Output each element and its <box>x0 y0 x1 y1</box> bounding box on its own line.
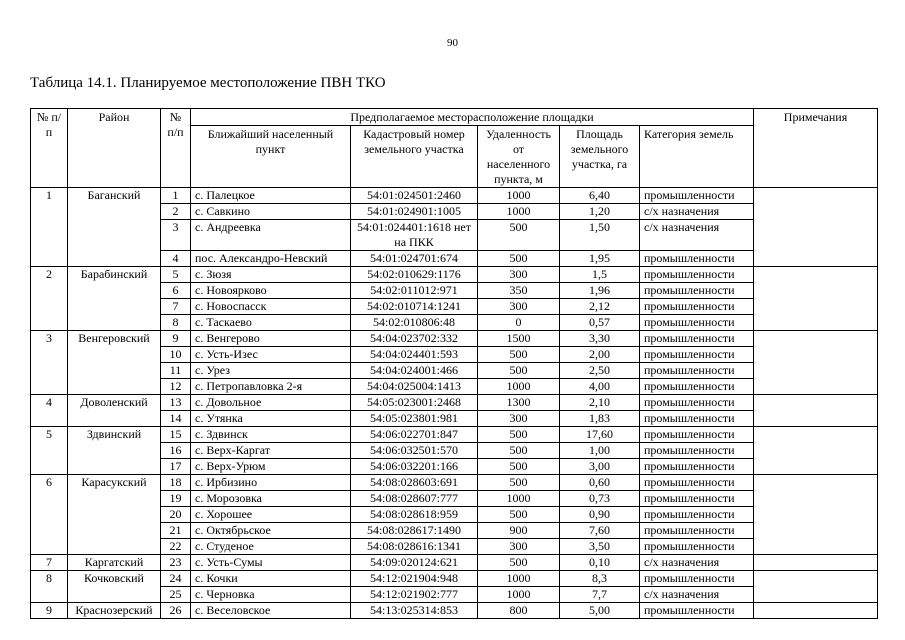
table-row <box>31 427 878 443</box>
area-cell: 0,10 <box>560 555 640 571</box>
header-category: Категория земель <box>640 126 754 188</box>
category-cell: промышленности <box>640 459 754 475</box>
category-cell: промышленности <box>640 283 754 299</box>
area-cell: 3,50 <box>560 539 640 555</box>
distance-cell: 300 <box>478 267 560 283</box>
distance-cell: 500 <box>478 475 560 491</box>
settlement-cell: с. Усть-Сумы <box>191 555 351 571</box>
category-cell: промышленности <box>640 299 754 315</box>
distance-cell: 1000 <box>478 587 560 603</box>
settlement-cell: с. Андреевка <box>191 220 351 251</box>
site-number: 22 <box>161 539 191 555</box>
site-number: 26 <box>161 603 191 619</box>
site-number: 14 <box>161 411 191 427</box>
area-cell: 1,20 <box>560 204 640 220</box>
distance-cell: 500 <box>478 220 560 251</box>
cadastral-cell: 54:06:032201:166 <box>351 459 478 475</box>
category-cell: промышленности <box>640 267 754 283</box>
table-row <box>31 395 878 411</box>
distance-cell: 1000 <box>478 188 560 204</box>
district-number: 5 <box>31 427 68 475</box>
category-cell: промышленности <box>640 188 754 204</box>
area-cell: 2,10 <box>560 395 640 411</box>
area-cell: 0,73 <box>560 491 640 507</box>
category-cell: с/х назначения <box>640 587 754 603</box>
category-cell: с/х назначения <box>640 555 754 571</box>
distance-cell: 0 <box>478 315 560 331</box>
category-cell: промышленности <box>640 491 754 507</box>
notes-cell <box>754 331 878 395</box>
area-cell: 6,40 <box>560 188 640 204</box>
settlement-cell: с. Веселовское <box>191 603 351 619</box>
area-cell: 1,96 <box>560 283 640 299</box>
category-cell: промышленности <box>640 427 754 443</box>
site-number: 9 <box>161 331 191 347</box>
notes-cell <box>754 555 878 571</box>
site-number: 6 <box>161 283 191 299</box>
area-cell: 0,90 <box>560 507 640 523</box>
settlement-cell: с. Верх-Каргат <box>191 443 351 459</box>
cadastral-cell: 54:02:010714:1241 <box>351 299 478 315</box>
notes-cell <box>754 475 878 555</box>
category-cell: промышленности <box>640 475 754 491</box>
settlement-cell: с. Палецкое <box>191 188 351 204</box>
category-cell: промышленности <box>640 571 754 587</box>
header-site-num: № п/п <box>161 109 191 188</box>
district-name: Здвинский <box>68 427 161 475</box>
district-name: Каргатский <box>68 555 161 571</box>
area-cell: 7,60 <box>560 523 640 539</box>
cadastral-cell: 54:02:010806:48 <box>351 315 478 331</box>
settlement-cell: с. Таскаево <box>191 315 351 331</box>
settlement-cell: с. Утянка <box>191 411 351 427</box>
area-cell: 17,60 <box>560 427 640 443</box>
area-cell: 1,83 <box>560 411 640 427</box>
distance-cell: 500 <box>478 459 560 475</box>
notes-cell <box>754 603 878 619</box>
district-number: 6 <box>31 475 68 555</box>
cadastral-cell: 54:08:028607:777 <box>351 491 478 507</box>
area-cell: 2,50 <box>560 363 640 379</box>
table-row <box>31 267 878 283</box>
district-number: 3 <box>31 331 68 395</box>
table-row <box>31 571 878 587</box>
district-name: Карасукский <box>68 475 161 555</box>
settlement-cell: с. Зюзя <box>191 267 351 283</box>
site-number: 25 <box>161 587 191 603</box>
header-notes: Примечания <box>754 109 878 188</box>
cadastral-cell: 54:08:028617:1490 <box>351 523 478 539</box>
area-cell: 2,12 <box>560 299 640 315</box>
district-number: 2 <box>31 267 68 331</box>
header-settlement: Ближайший населенный пункт <box>191 126 351 188</box>
distance-cell: 500 <box>478 363 560 379</box>
category-cell: промышленности <box>640 523 754 539</box>
site-number: 15 <box>161 427 191 443</box>
distance-cell: 500 <box>478 507 560 523</box>
category-cell: с/х назначения <box>640 220 754 251</box>
distance-cell: 300 <box>478 299 560 315</box>
area-cell: 5,00 <box>560 603 640 619</box>
category-cell: промышленности <box>640 347 754 363</box>
site-table <box>30 108 878 619</box>
category-cell: промышленности <box>640 507 754 523</box>
area-cell: 2,00 <box>560 347 640 363</box>
table-row <box>31 331 878 347</box>
settlement-cell: с. Новоярково <box>191 283 351 299</box>
distance-cell: 350 <box>478 283 560 299</box>
district-number: 7 <box>31 555 68 571</box>
category-cell: промышленности <box>640 443 754 459</box>
site-number: 23 <box>161 555 191 571</box>
area-cell: 3,00 <box>560 459 640 475</box>
cadastral-cell: 54:06:022701:847 <box>351 427 478 443</box>
distance-cell: 1000 <box>478 204 560 220</box>
settlement-cell: с. Черновка <box>191 587 351 603</box>
district-number: 8 <box>31 571 68 603</box>
site-number: 4 <box>161 251 191 267</box>
settlement-cell: с. Хорошее <box>191 507 351 523</box>
table-row <box>31 475 878 491</box>
site-number: 18 <box>161 475 191 491</box>
distance-cell: 1000 <box>478 571 560 587</box>
distance-cell: 500 <box>478 427 560 443</box>
table-row <box>31 188 878 204</box>
cadastral-cell: 54:08:028603:691 <box>351 475 478 491</box>
area-cell: 3,30 <box>560 331 640 347</box>
settlement-cell: с. Петропавловка 2-я <box>191 379 351 395</box>
cadastral-cell: 54:04:024001:466 <box>351 363 478 379</box>
cadastral-cell: 54:01:024401:1618 нет на ПКК <box>351 220 478 251</box>
cadastral-cell: 54:05:023801:981 <box>351 411 478 427</box>
cadastral-cell: 54:13:025314:853 <box>351 603 478 619</box>
settlement-cell: с. Савкино <box>191 204 351 220</box>
site-number: 8 <box>161 315 191 331</box>
distance-cell: 300 <box>478 411 560 427</box>
site-number: 16 <box>161 443 191 459</box>
area-cell: 0,60 <box>560 475 640 491</box>
notes-cell <box>754 267 878 331</box>
category-cell: с/х назначения <box>640 204 754 220</box>
district-name: Кочковский <box>68 571 161 603</box>
category-cell: промышленности <box>640 603 754 619</box>
site-number: 21 <box>161 523 191 539</box>
district-number: 4 <box>31 395 68 427</box>
area-cell: 7,7 <box>560 587 640 603</box>
cadastral-cell: 54:01:024501:2460 <box>351 188 478 204</box>
site-number: 20 <box>161 507 191 523</box>
district-name: Баганский <box>68 188 161 267</box>
cadastral-cell: 54:02:010629:1176 <box>351 267 478 283</box>
cadastral-cell: 54:01:024701:674 <box>351 251 478 267</box>
settlement-cell: с. Усть-Изес <box>191 347 351 363</box>
site-number: 19 <box>161 491 191 507</box>
header-distance: Удаленность от населенного пункта, м <box>478 126 560 188</box>
site-number: 12 <box>161 379 191 395</box>
site-number: 17 <box>161 459 191 475</box>
site-number: 2 <box>161 204 191 220</box>
cadastral-cell: 54:09:020124:621 <box>351 555 478 571</box>
notes-cell <box>754 571 878 603</box>
category-cell: промышленности <box>640 411 754 427</box>
distance-cell: 500 <box>478 347 560 363</box>
district-name: Барабинский <box>68 267 161 331</box>
table-row <box>31 603 878 619</box>
settlement-cell: пос. Александро-Невский <box>191 251 351 267</box>
category-cell: промышленности <box>640 315 754 331</box>
site-number: 3 <box>161 220 191 251</box>
cadastral-cell: 54:12:021902:777 <box>351 587 478 603</box>
category-cell: промышленности <box>640 251 754 267</box>
cadastral-cell: 54:04:025004:1413 <box>351 379 478 395</box>
district-name: Доволенский <box>68 395 161 427</box>
distance-cell: 1000 <box>478 379 560 395</box>
cadastral-cell: 54:12:021904:948 <box>351 571 478 587</box>
header-location-group: Предполагаемое месторасположение площадки <box>191 109 754 126</box>
cadastral-cell: 54:08:028618:959 <box>351 507 478 523</box>
site-number: 11 <box>161 363 191 379</box>
settlement-cell: с. Ирбизино <box>191 475 351 491</box>
header-num: № п/п <box>31 109 68 188</box>
area-cell: 1,00 <box>560 443 640 459</box>
area-cell: 8,3 <box>560 571 640 587</box>
site-number: 10 <box>161 347 191 363</box>
area-cell: 1,5 <box>560 267 640 283</box>
table-body <box>31 188 878 619</box>
site-number: 24 <box>161 571 191 587</box>
site-number: 5 <box>161 267 191 283</box>
cadastral-cell: 54:01:024901:1005 <box>351 204 478 220</box>
category-cell: промышленности <box>640 395 754 411</box>
district-name: Краснозерский <box>68 603 161 619</box>
settlement-cell: с. Урез <box>191 363 351 379</box>
district-number: 1 <box>31 188 68 267</box>
district-name: Венгеровский <box>68 331 161 395</box>
settlement-cell: с. Венгерово <box>191 331 351 347</box>
district-number: 9 <box>31 603 68 619</box>
cadastral-cell: 54:04:024401:593 <box>351 347 478 363</box>
distance-cell: 800 <box>478 603 560 619</box>
table-title: Таблица 14.1. Планируемое местоположение ПВН ТКО <box>30 75 386 91</box>
header-area: Площадь земельного участка, га <box>560 126 640 188</box>
distance-cell: 1000 <box>478 491 560 507</box>
notes-cell <box>754 188 878 267</box>
category-cell: промышленности <box>640 379 754 395</box>
site-number: 13 <box>161 395 191 411</box>
settlement-cell: с. Новоспасск <box>191 299 351 315</box>
settlement-cell: с. Морозовка <box>191 491 351 507</box>
distance-cell: 1500 <box>478 331 560 347</box>
distance-cell: 900 <box>478 523 560 539</box>
table-header <box>31 109 878 188</box>
area-cell: 0,57 <box>560 315 640 331</box>
page-number: 90 <box>447 37 458 49</box>
site-number: 1 <box>161 188 191 204</box>
area-cell: 4,00 <box>560 379 640 395</box>
site-number: 7 <box>161 299 191 315</box>
table-row <box>31 555 878 571</box>
distance-cell: 500 <box>478 443 560 459</box>
cadastral-cell: 54:02:011012:971 <box>351 283 478 299</box>
cadastral-cell: 54:05:023001:2468 <box>351 395 478 411</box>
distance-cell: 500 <box>478 251 560 267</box>
settlement-cell: с. Студеное <box>191 539 351 555</box>
distance-cell: 500 <box>478 555 560 571</box>
category-cell: промышленности <box>640 539 754 555</box>
settlement-cell: с. Верх-Урюм <box>191 459 351 475</box>
category-cell: промышленности <box>640 363 754 379</box>
distance-cell: 1300 <box>478 395 560 411</box>
header-district: Район <box>68 109 161 188</box>
settlement-cell: с. Здвинск <box>191 427 351 443</box>
distance-cell: 300 <box>478 539 560 555</box>
cadastral-cell: 54:08:028616:1341 <box>351 539 478 555</box>
settlement-cell: с. Довольное <box>191 395 351 411</box>
cadastral-cell: 54:04:023702:332 <box>351 331 478 347</box>
area-cell: 1,95 <box>560 251 640 267</box>
area-cell: 1,50 <box>560 220 640 251</box>
cadastral-cell: 54:06:032501:570 <box>351 443 478 459</box>
settlement-cell: с. Кочки <box>191 571 351 587</box>
settlement-cell: с. Октябрьское <box>191 523 351 539</box>
notes-cell <box>754 395 878 427</box>
notes-cell <box>754 427 878 475</box>
category-cell: промышленности <box>640 331 754 347</box>
header-cadastral: Кадастровый номер земельного участка <box>351 126 478 188</box>
